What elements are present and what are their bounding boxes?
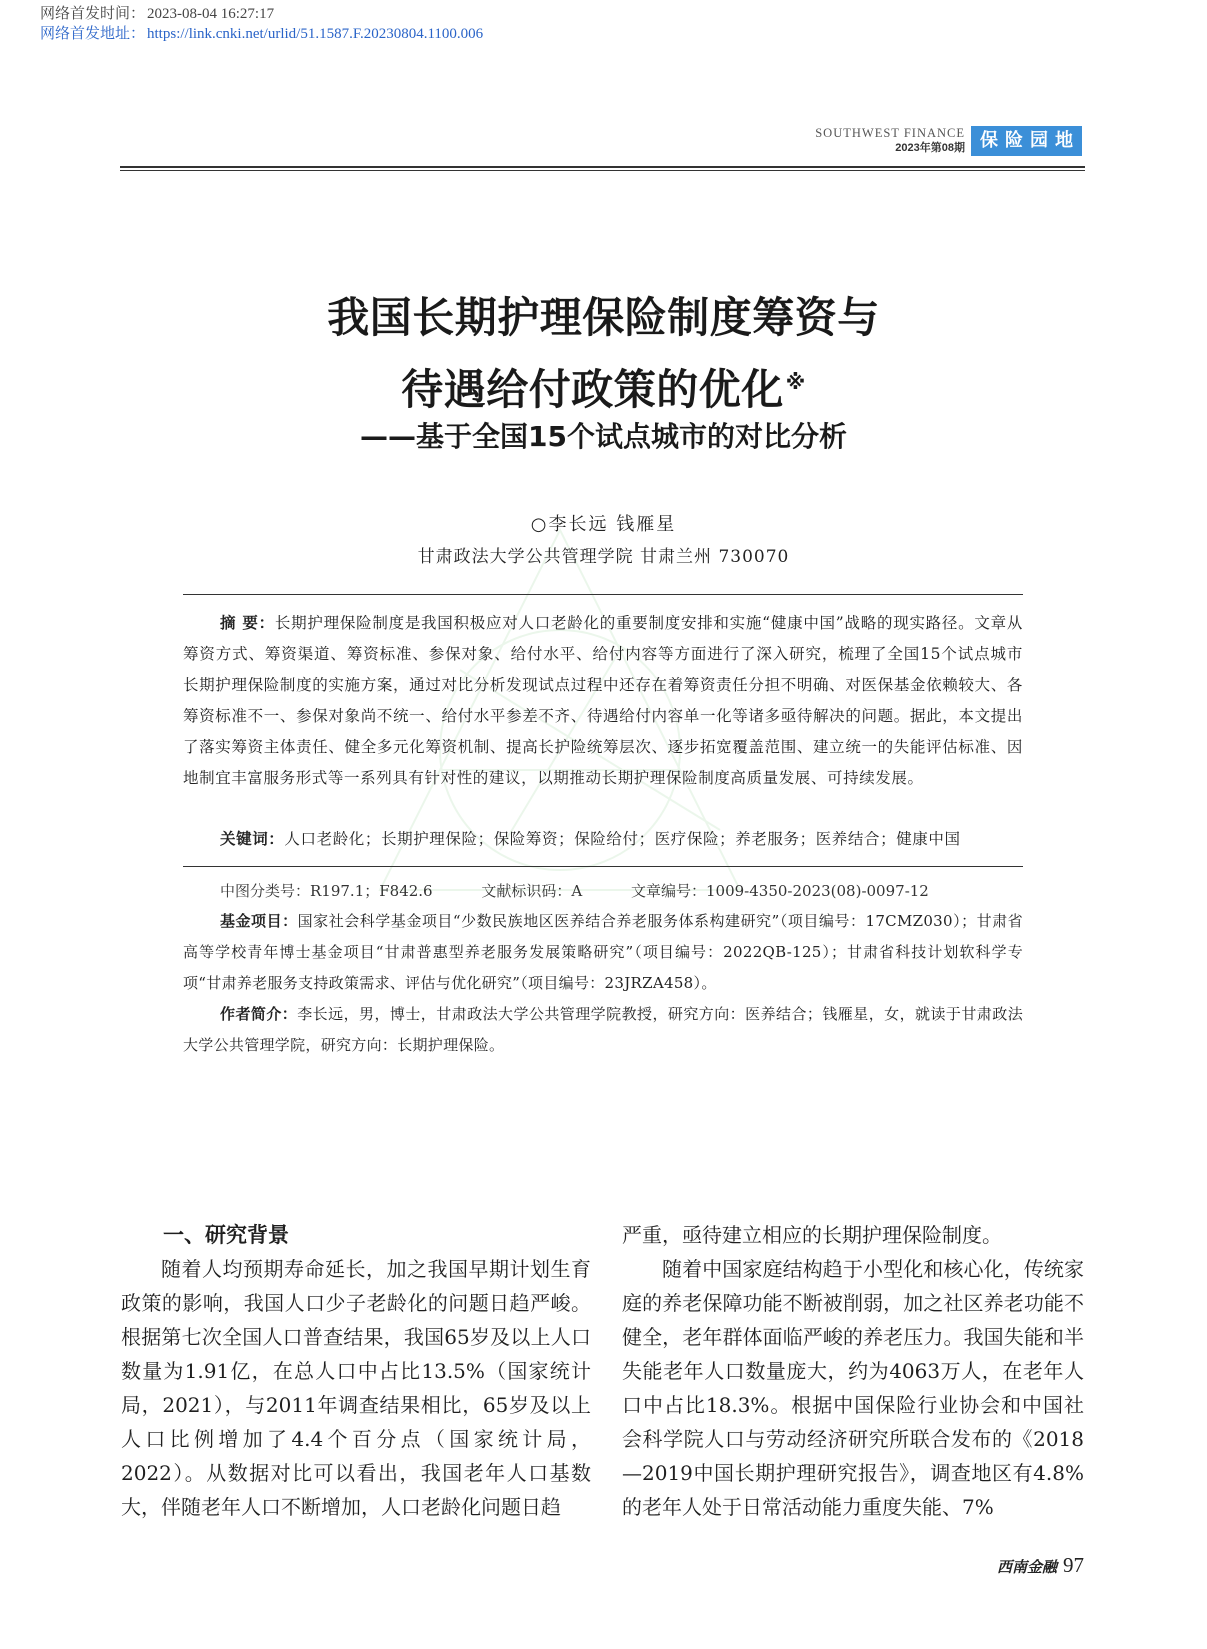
author-bio-block bbox=[183, 999, 1023, 1061]
footer-journal-name: 西南金融 bbox=[996, 1558, 1057, 1576]
body-paragraph-1-continued: 严重，亟待建立相应的长期护理保险制度。 bbox=[622, 1223, 1002, 1247]
journal-text-block bbox=[815, 126, 965, 156]
journal-name-en: SOUTHWEST FINANCE bbox=[815, 126, 965, 140]
header-rule-thick bbox=[120, 166, 1085, 168]
section-heading: 一、研究背景 bbox=[163, 1223, 289, 1247]
online-publication-info bbox=[40, 4, 483, 44]
keywords-text: 人口老龄化；长期护理保险；保险筹资；保险给付；医疗保险；养老服务；医养结合；健康中国 bbox=[284, 830, 961, 848]
abstract-text: 长期护理保险制度是我国积极应对人口老龄化的重要制度安排和实施“健康中国”战略的现实路径。文章从筹资方式、筹资渠道、筹资标准、参保对象、给付水平、给付内容等方面进行了深入研究，梳理了全国15个试点城市长期护理保险制度的实施方案，通过对比分析发现试点过程中还存在着筹资责任分担不明确、对医保基金依赖较大、各筹资标准不一、参保对象尚不统一、给付水平参差不齐、待遇给付内容单一化等诸多亟待解决的问题。据此，本文提出了落实筹资主体责任、健全多元化筹资机制、提高长护险统筹层次、逐步拓宽覆盖范围、建立统一的失能评估标准、因地制宜丰富服务形式等一系列具有针对性的建议，以期推动长期护理保险制度高质量发展、可持续发展。 bbox=[183, 614, 1023, 787]
keywords-label: 关键词： bbox=[220, 830, 285, 848]
header-rule-thin bbox=[120, 170, 1085, 171]
body-column-right bbox=[622, 1218, 1084, 1524]
author-bio-text: 李长远，男，博士，甘肃政法大学公共管理学院教授，研究方向：医养结合；钱雁星，女，就读于甘肃政法大学公共管理学院，研究方向：长期护理保险。 bbox=[183, 1005, 1023, 1054]
body-column-left bbox=[121, 1218, 591, 1524]
publish-time-label: 网络首发时间： bbox=[40, 6, 146, 22]
publish-url-row[interactable] bbox=[40, 24, 483, 44]
publish-time-row bbox=[40, 4, 483, 24]
issue-number: 2023年第08期 bbox=[895, 142, 965, 154]
abstract-bottom-rule bbox=[183, 866, 1023, 867]
article-title-line2-text: 待遇给付政策的优化 bbox=[401, 365, 784, 414]
publish-url-label: 网络首发地址： bbox=[40, 26, 146, 42]
title-note-mark: ※ bbox=[785, 370, 806, 394]
document-code: 文献标识码：A bbox=[481, 882, 583, 900]
author-names: ○李长远 钱雁星 bbox=[530, 514, 677, 535]
abstract-label: 摘 要： bbox=[220, 614, 275, 632]
fund-block bbox=[183, 906, 1023, 999]
abstract-paragraph bbox=[183, 608, 1023, 794]
fund-text: 国家社会科学基金项目“少数民族地区医养结合养老服务体系构建研究”（项目编号：17CMZ030）；甘肃省高等学校青年博士基金项目“甘肃普惠型养老服务发展策略研究”（项目编号：2022QB-125）；甘肃省科技计划软科学专项“甘肃养老服务支持政策需求、评估与优化研究”（项目编号：23JRZA458）。 bbox=[183, 912, 1023, 992]
fund-label: 基金项目： bbox=[220, 912, 298, 930]
body-paragraph-2: 随着中国家庭结构趋于小型化和核心化，传统家庭的养老保障功能不断被削弱，加之社区养老功能不健全，老年群体面临严峻的养老压力。我国失能和半失能老年人口数量庞大，约为4063万人，在老年人口中占比18.3%。根据中国保险行业协会和中国社会科学院人口与劳动经济研究所联合发布的《2018—2019中国长期护理研究报告》，调查地区有4.8%的老年人处于日常活动能力重度失能、7% bbox=[622, 1257, 1084, 1519]
journal-header bbox=[815, 126, 1082, 156]
abstract-top-rule bbox=[183, 594, 1023, 595]
article-number: 文章编号：1009-4350-2023(08)-0097-12 bbox=[631, 882, 929, 900]
article-title-line1: 我国长期护理保险制度筹资与 bbox=[327, 293, 880, 342]
body-paragraph-1: 随着人均预期寿命延长，加之我国早期计划生育政策的影响，我国人口少子老龄化的问题日趋严峻。根据第七次全国人口普查结果，我国65岁及以上人口数量为1.91亿，在总人口中占比13.5%（国家统计局，2021），与2011年调查结果相比，65岁及以上人口比例增加了4.4个百分点（国家统计局，2022）。从数据对比可以看出，我国老年人口基数大，伴随老年人口不断增加，人口老龄化问题日趋 bbox=[121, 1257, 591, 1519]
article-title-line2 bbox=[0, 356, 1207, 416]
publish-time-value: 2023-08-04 16:27:17 bbox=[147, 6, 275, 22]
clc-number: 中图分类号：R197.1；F842.6 bbox=[220, 882, 433, 900]
author-affiliation: 甘肃政法大学公共管理学院 甘肃兰州 730070 bbox=[417, 547, 790, 567]
article-subtitle: ——基于全国15个试点城市的对比分析 bbox=[360, 420, 847, 453]
page-footer bbox=[997, 1553, 1084, 1578]
author-bio-label: 作者简介： bbox=[220, 1005, 298, 1023]
keywords-block bbox=[220, 826, 961, 852]
column-tag: 保险园地 bbox=[971, 126, 1082, 156]
publish-url-link[interactable]: https://link.cnki.net/urlid/51.1587.F.20230804.1100.006 bbox=[147, 26, 484, 42]
classification-line bbox=[220, 879, 973, 903]
page-number: 97 bbox=[1063, 1553, 1084, 1577]
abstract-block bbox=[183, 608, 1023, 794]
